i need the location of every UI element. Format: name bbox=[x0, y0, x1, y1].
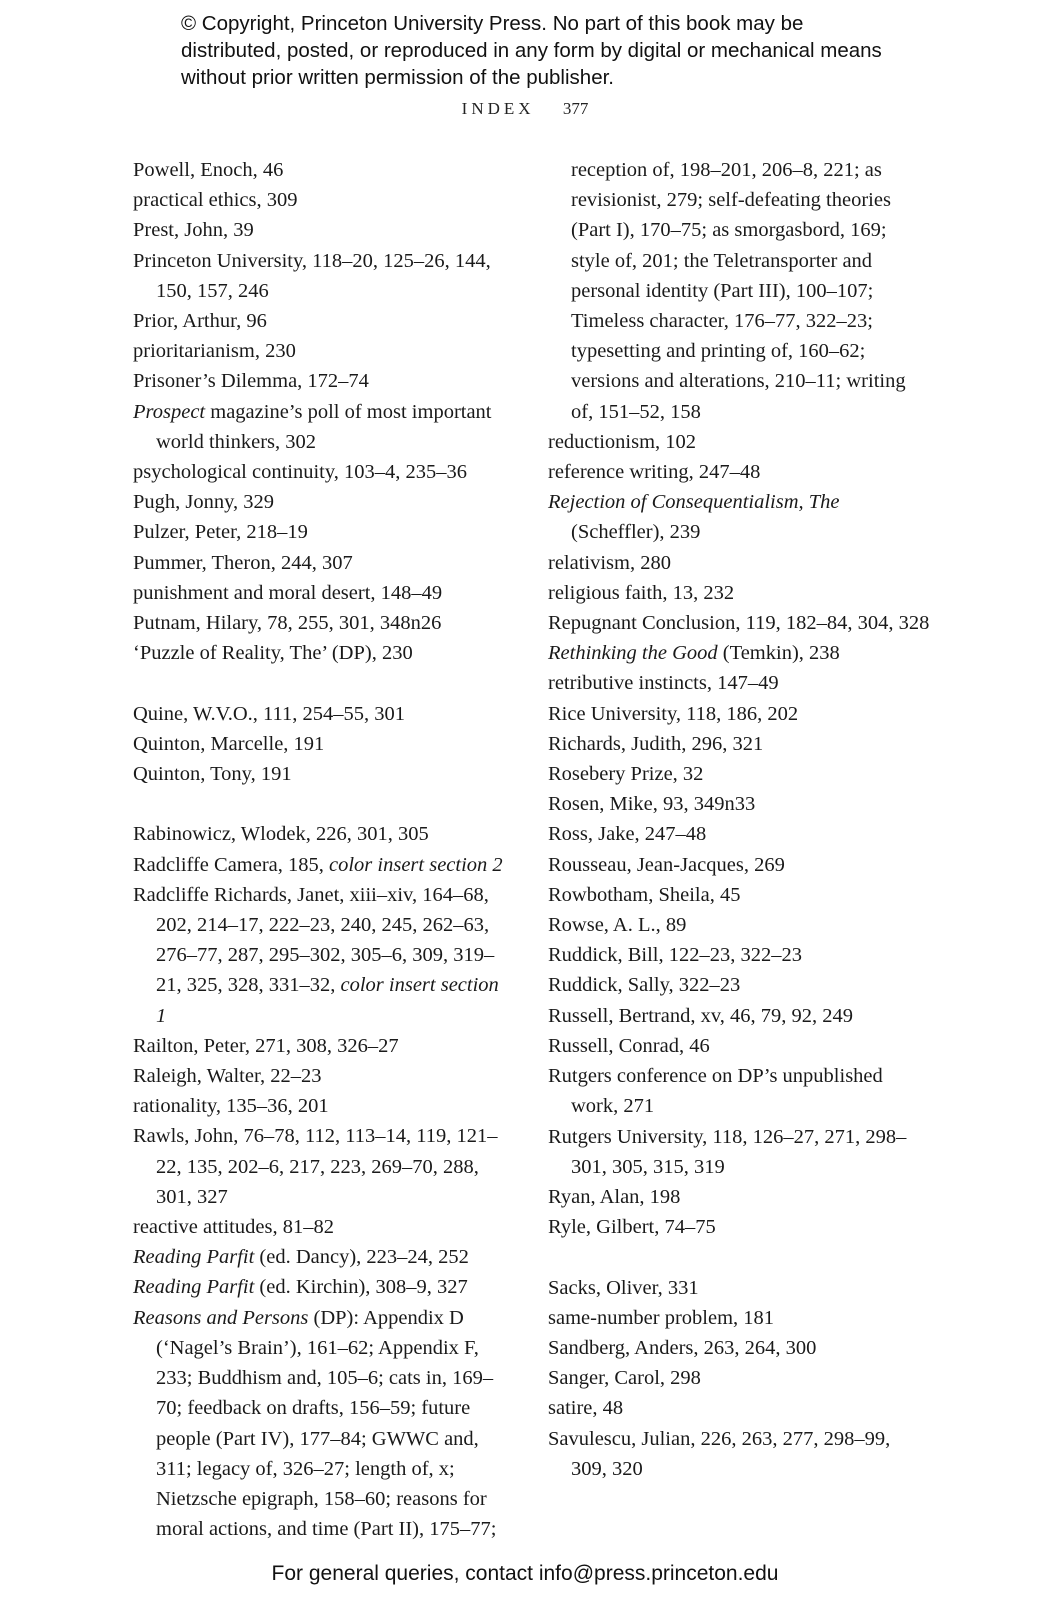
running-head bbox=[0, 99, 1050, 119]
index-entry-text: Rousseau, Jean-Jacques, 269 bbox=[548, 853, 785, 876]
index-entry-title: Reading Parfit bbox=[133, 1246, 255, 1269]
index-entry-text: Rawls, John, 76–78, 112, 113–14, 119, 121–22, 135, 202–6, 217, 223, 269–70, 288, 301, 327 bbox=[133, 1125, 498, 1208]
index-entry-title: Rejection of Consequentialism, The bbox=[548, 491, 840, 514]
index-entry-text: Prest, John, 39 bbox=[133, 219, 254, 242]
index-entry-text: Ruddick, Sally, 322–23 bbox=[548, 974, 741, 997]
index-entry bbox=[133, 517, 513, 547]
index-entry-text: Pummer, Theron, 244, 307 bbox=[133, 551, 353, 574]
index-entry-text: Ryan, Alan, 198 bbox=[548, 1185, 681, 1208]
index-entry bbox=[548, 910, 930, 940]
index-entry-insert-ref: color insert section 2 bbox=[329, 853, 503, 876]
index-entry bbox=[133, 306, 513, 336]
index-entry-text: Sandberg, Anders, 263, 264, 300 bbox=[548, 1336, 817, 1359]
index-entry-text: reductionism, 102 bbox=[548, 430, 697, 453]
index-entry bbox=[548, 729, 930, 759]
index-entry bbox=[548, 1182, 930, 1212]
index-entry-text: religious faith, 13, 232 bbox=[548, 581, 735, 604]
index-entry bbox=[548, 155, 930, 427]
index-entry bbox=[548, 819, 930, 849]
index-entry bbox=[133, 366, 513, 396]
index-entry bbox=[133, 215, 513, 245]
index-entry bbox=[133, 487, 513, 517]
index-entry-text: Quinton, Tony, 191 bbox=[133, 763, 292, 786]
page-number: 377 bbox=[562, 99, 589, 118]
index-entry-text: psychological continuity, 103–4, 235–36 bbox=[133, 461, 468, 484]
index-entry bbox=[548, 970, 930, 1000]
index-entry-text: Ryle, Gilbert, 74–75 bbox=[548, 1216, 716, 1239]
index-entry bbox=[133, 246, 513, 306]
index-entry-text: Quine, W.V.O., 111, 254–55, 301 bbox=[133, 702, 406, 725]
index-entry bbox=[548, 1393, 930, 1423]
index-entry-text: Russell, Bertrand, xv, 46, 79, 92, 249 bbox=[548, 1004, 854, 1027]
index-entry-text: Ross, Jake, 247–48 bbox=[548, 823, 707, 846]
index-entry-text: same-number problem, 181 bbox=[548, 1306, 775, 1329]
index-entry-text: reception of, 198–201, 206–8, 221; as revisionist, 279; self-defeating theories (Part I), 170–75; as smorgasbord, 169; style of, 201; the Teletransporter and personal identity (Part III), 100–107; Timeless character, 176–77, 322–23; typesetting and printing of, 160–62; versions and alterations, 210–11; writing of, 151–52, 158 bbox=[571, 159, 906, 423]
index-entry-text: Rowse, A. L., 89 bbox=[548, 914, 687, 937]
index-entry-text: rationality, 135–36, 201 bbox=[133, 1095, 329, 1118]
index-entry bbox=[133, 548, 513, 578]
index-entry bbox=[548, 1273, 930, 1303]
index-entry-title: Reasons and Persons bbox=[133, 1306, 309, 1329]
index-entry-text: Putnam, Hilary, 78, 255, 301, 348n26 bbox=[133, 612, 442, 635]
index-entry-text: Rosen, Mike, 93, 349n33 bbox=[548, 793, 756, 816]
index-entry-text: reactive attitudes, 81–82 bbox=[133, 1216, 334, 1239]
index-entry-text: relativism, 280 bbox=[548, 551, 671, 574]
index-entry bbox=[133, 397, 513, 457]
index-entry-title: Reading Parfit bbox=[133, 1276, 255, 1299]
index-entry bbox=[133, 759, 513, 789]
index-entry-text: prioritarianism, 230 bbox=[133, 340, 296, 363]
index-entry-text: reference writing, 247–48 bbox=[548, 461, 761, 484]
index-entry-text: Rice University, 118, 186, 202 bbox=[548, 702, 799, 725]
index-entry-text: ‘Puzzle of Reality, The’ (DP), 230 bbox=[133, 642, 413, 665]
copyright-notice: © Copyright, Princeton University Press. No part of this book may be distributed, posted, or reproduced in any form by digital or mechanical means without prior written permission of the publisher. bbox=[181, 12, 882, 89]
index-entry bbox=[548, 1001, 930, 1031]
index-entry bbox=[548, 1303, 930, 1333]
index-entry-text: Railton, Peter, 271, 308, 326–27 bbox=[133, 1034, 399, 1057]
index-entry bbox=[133, 819, 513, 849]
index-entry-text: Radcliffe Camera, 185, bbox=[133, 853, 330, 876]
index-column-right bbox=[548, 155, 930, 1484]
index-entry bbox=[133, 1272, 513, 1302]
index-entry-text: Ruddick, Bill, 122–23, 322–23 bbox=[548, 944, 802, 967]
index-entry bbox=[548, 608, 930, 638]
index-entry bbox=[548, 1333, 930, 1363]
index-entry-text: retributive instincts, 147–49 bbox=[548, 672, 779, 695]
index-entry-insert-ref: color insert section 1 bbox=[156, 974, 499, 1027]
index-entry bbox=[548, 1424, 930, 1484]
index-entry bbox=[548, 1212, 930, 1242]
index-entry-text: Rabinowicz, Wlodek, 226, 301, 305 bbox=[133, 823, 429, 846]
index-entry-text: Rutgers University, 118, 126–27, 271, 298–301, 305, 315, 319 bbox=[548, 1125, 907, 1178]
index-entry-text: Sanger, Carol, 298 bbox=[548, 1367, 701, 1390]
index-entry-text: Prisoner’s Dilemma, 172–74 bbox=[133, 370, 369, 393]
index-entry-text: (DP): Appendix D (‘Nagel’s Brain’), 161–62; Appendix F, 233; Buddhism and, 105–6; cats in, 169–70; feedback on drafts, 156–59; future people (Part IV), 177–84; GWWC and, 311; legacy of, 326–27; length of, x; Nietzsche epigraph, 158–60; reasons for moral actions, and time (Part II), 175–77; bbox=[156, 1306, 497, 1541]
index-entry-text: (ed. Kirchin), 308–9, 327 bbox=[254, 1276, 468, 1299]
index-entry bbox=[548, 759, 930, 789]
index-column-left bbox=[133, 155, 513, 1544]
index-entry bbox=[133, 1212, 513, 1242]
index-entry bbox=[133, 155, 513, 185]
index-entry bbox=[133, 457, 513, 487]
index-entry bbox=[133, 850, 513, 880]
index-entry-text: Powell, Enoch, 46 bbox=[133, 159, 284, 181]
index-entry-text: Rosebery Prize, 32 bbox=[548, 763, 704, 786]
index-entry bbox=[133, 1121, 513, 1212]
index-entry bbox=[548, 789, 930, 819]
index-entry-text: practical ethics, 309 bbox=[133, 189, 298, 212]
index-entry bbox=[133, 608, 513, 638]
index-entry bbox=[548, 1363, 930, 1393]
index-entry bbox=[133, 1091, 513, 1121]
index-entry bbox=[548, 699, 930, 729]
index-entry bbox=[548, 427, 930, 457]
index-entry bbox=[133, 1031, 513, 1061]
index-entry-text: satire, 48 bbox=[548, 1397, 624, 1420]
index-entry bbox=[133, 699, 513, 729]
index-entry-text: Richards, Judith, 296, 321 bbox=[548, 732, 764, 755]
index-entry-text: Raleigh, Walter, 22–23 bbox=[133, 1065, 322, 1088]
index-entry-title: Prospect bbox=[133, 400, 206, 423]
index-entry-text: (Scheffler), 239 bbox=[571, 521, 701, 544]
index-entry-text: (ed. Dancy), 223–24, 252 bbox=[254, 1246, 469, 1269]
index-entry-text: Prior, Arthur, 96 bbox=[133, 310, 267, 333]
contact-footer: For general queries, contact info@press.princeton.edu bbox=[271, 1562, 779, 1585]
index-entry bbox=[548, 1031, 930, 1061]
index-entry-text: Quinton, Marcelle, 191 bbox=[133, 732, 325, 755]
index-entry bbox=[133, 1242, 513, 1272]
index-entry-text: Pulzer, Peter, 218–19 bbox=[133, 521, 308, 544]
index-entry bbox=[548, 1122, 930, 1182]
index-entry bbox=[548, 668, 930, 698]
index-entry bbox=[133, 578, 513, 608]
index-entry bbox=[548, 548, 930, 578]
index-entry-text: Rowbotham, Sheila, 45 bbox=[548, 883, 741, 906]
index-entry bbox=[133, 185, 513, 215]
index-entry bbox=[133, 1303, 513, 1545]
index-entry-text: Sacks, Oliver, 331 bbox=[548, 1276, 699, 1299]
index-entry-text: magazine’s poll of most important world thinkers, 302 bbox=[156, 400, 492, 453]
index-entry-text: (Temkin), 238 bbox=[717, 642, 840, 665]
running-head-label: INDEX bbox=[461, 99, 535, 118]
index-entry-text: Radcliffe Richards, Janet, xiii–xiv, 164–68, 202, 214–17, 222–23, 240, 245, 262–63, 276–77, 287, 295–302, 305–6, 309, 319–21, 325, 328, 331–32, bbox=[133, 883, 495, 997]
index-entry-text: Russell, Conrad, 46 bbox=[548, 1034, 710, 1057]
index-entry-title: Rethinking the Good bbox=[548, 642, 718, 665]
index-entry bbox=[548, 487, 930, 547]
index-entry-text: Repugnant Conclusion, 119, 182–84, 304, 328 bbox=[548, 612, 930, 635]
index-entry-text: Princeton University, 118–20, 125–26, 144, 150, 157, 246 bbox=[133, 249, 491, 302]
index-entry bbox=[548, 850, 930, 880]
index-entry bbox=[548, 578, 930, 608]
index-entry-text: Savulescu, Julian, 226, 263, 277, 298–99, 309, 320 bbox=[548, 1427, 891, 1480]
index-entry bbox=[133, 880, 513, 1031]
index-entry bbox=[133, 1061, 513, 1091]
index-entry bbox=[548, 880, 930, 910]
index-entry bbox=[548, 457, 930, 487]
index-entry-text: Pugh, Jonny, 329 bbox=[133, 491, 275, 514]
index-entry-text: Rutgers conference on DP’s unpublished work, 271 bbox=[548, 1065, 883, 1118]
index-entry bbox=[133, 638, 513, 668]
index-entry bbox=[548, 1061, 930, 1121]
index-entry bbox=[133, 729, 513, 759]
index-entry bbox=[133, 336, 513, 366]
index-entry-text: punishment and moral desert, 148–49 bbox=[133, 581, 443, 604]
index-entry bbox=[548, 940, 930, 970]
index-entry bbox=[548, 638, 930, 668]
